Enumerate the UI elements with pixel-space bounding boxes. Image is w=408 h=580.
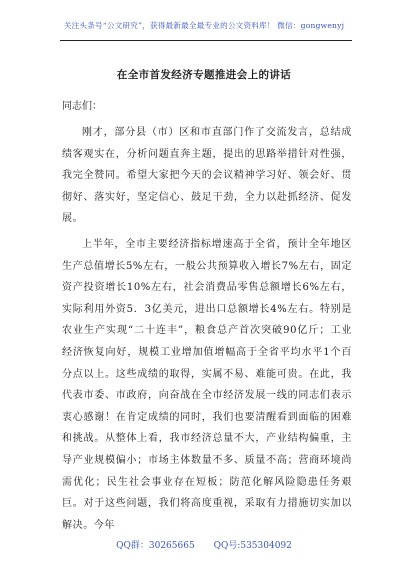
qq-group-label: QQ群：30265665 bbox=[116, 541, 195, 551]
document-body bbox=[62, 122, 352, 540]
contact-footer bbox=[0, 538, 408, 551]
paragraph: 刚才，部分县（市）区和市直部门作了交流发言，总结成绩客观实在，分析问题直奔主题，提出的思路举措针对性强，我完全赞同。希望大家把今天的会议精神学习好、领会好、贯彻好、落实好，坚定信心、鼓足干劲，全力以赴抓经济、促发展。 bbox=[62, 127, 352, 225]
document-title: 在全市首发经济专题推进会上的讲话 bbox=[116, 69, 292, 81]
salutation: 同志们： bbox=[62, 101, 102, 112]
promo-banner: 关注头条号“公文研究”，获得最新最全最专业的公文资料库！ 微信：gongwenyj bbox=[63, 21, 345, 30]
paragraph: 上半年，全市主要经济指标增速高于全省，预计全年地区生产总值增长5%左右，一般公共预算收入增长7%左右，固定资产投资增长10%左右，社会消费品零售总额增长6%左右，实际利用外资5．3亿美元，进出口总额增长4%左右。特别是农业生产实现“二十连丰”，粮食总产首次突破90亿斤；工业经济恢复向好，规模工业增加值增幅高于全省平均水平1个百分点以上。这些成绩的取得，实属不易、难能可贵。在此，我代表市委、市政府，向奋战在全市经济发展一线的同志们表示衷心感谢！在肯定成绩的同时，我们也要清醒看到面临的困难和挑战。从整体上看，我市经济总量不大，产业结构偏重，主导产业规模偏小；市场主体数量不多、质量不高；营商环境尚需优化；民生社会事业存在短板；防范化解风险隐患任务艰巨。对于这些问题，我们将高度重视，采取有力措施切实加以解决。今年 bbox=[62, 238, 352, 531]
header-divider bbox=[60, 40, 352, 41]
qq-number-label: QQ号:535304092 bbox=[213, 541, 292, 551]
